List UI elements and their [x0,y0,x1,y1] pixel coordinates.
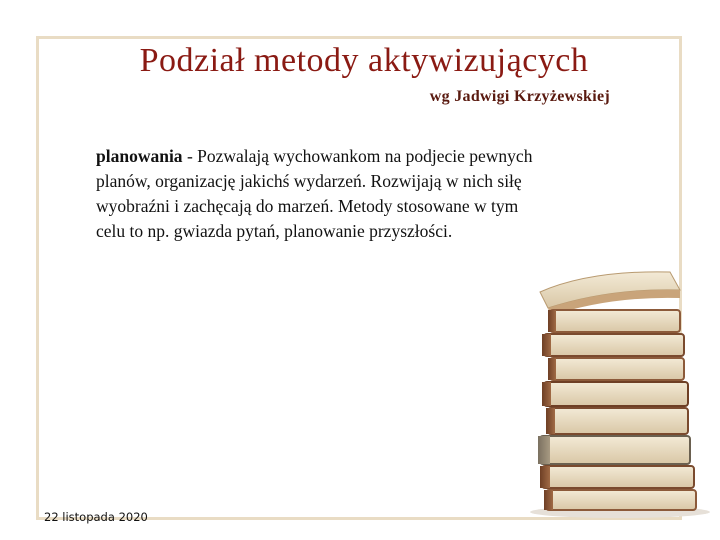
term-description: Pozwalają wychowankom na podjecie pewnych planów, organizację jakichś wydarzeń. Rozwijają w nich siłę wyobraźni i zachęcają do marzeń. Metody stosowane w tym celu to np. gwiazda pytań, planowanie przyszłości. [96,146,533,241]
book-stack-icon [520,250,710,520]
slide-subtitle: wg Jadwigi Krzyżewskiej [429,88,610,105]
footer-date: 22 listopada 2020 [44,510,148,524]
slide-body [96,144,546,244]
term-label: planowania [96,146,183,166]
term-separator: - [182,146,198,166]
slide-title: Podział metody aktywizujących [139,42,589,79]
